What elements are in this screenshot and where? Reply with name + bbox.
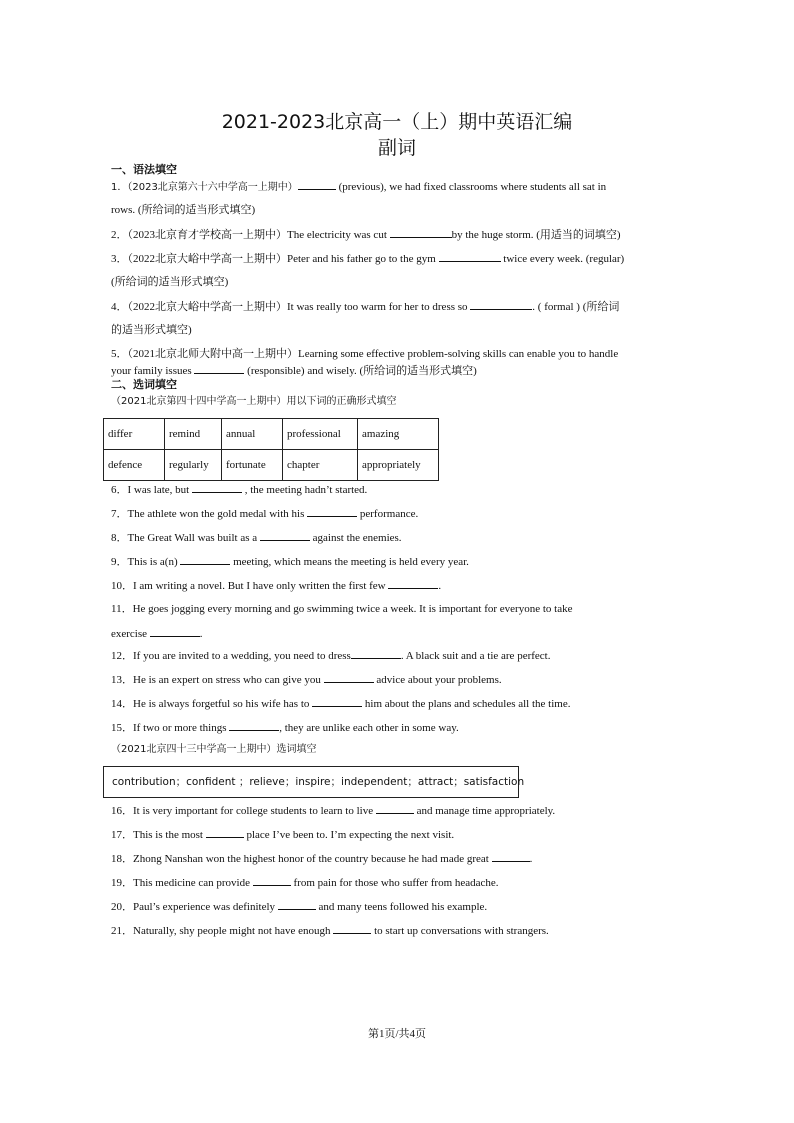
- page-number: 第1页/共4页: [367, 1028, 427, 1040]
- question-text: exercise: [111, 628, 150, 640]
- question-10: [111, 578, 441, 593]
- section-heading-grammar: 一、语法填空: [111, 163, 177, 176]
- answer-blank: [388, 578, 438, 589]
- answer-blank: [229, 720, 279, 731]
- question-14: [111, 696, 570, 711]
- section-intro-1: （2021北京第四十四中学高一上期中）用以下词的正确形式填空: [111, 396, 397, 407]
- question-4-line-1: [111, 299, 619, 314]
- question-text: 6．I was late, but: [111, 484, 192, 496]
- answer-blank: [351, 648, 401, 659]
- question-text: (previous), we had fixed classrooms where students all sat in: [335, 181, 607, 193]
- answer-blank: [312, 696, 362, 707]
- question-text: 18．Zhong Nanshan won the highest honor of the country because he had made great: [111, 853, 492, 865]
- question-text: .: [438, 580, 442, 592]
- question-19: [111, 875, 499, 890]
- question-text: 3．（2022北京大峪中学高一上期中）Peter and his father go to the gym: [111, 253, 439, 265]
- table-cell: fortunate: [222, 450, 283, 481]
- question-12: [111, 648, 550, 663]
- question-5-line-2: [111, 363, 477, 378]
- question-9: [111, 554, 469, 569]
- answer-blank: [206, 827, 244, 838]
- question-17: [111, 827, 454, 842]
- answer-blank: [298, 179, 336, 190]
- question-text: by the huge storm. (用适当的词填空): [451, 229, 621, 241]
- answer-blank: [194, 363, 244, 374]
- question-15: [111, 720, 459, 735]
- question-1-line-2: rows. (所给词的适当形式填空): [111, 204, 256, 216]
- question-1-line-1: [111, 179, 606, 195]
- question-text: 12．If you are invited to a wedding, you need to dress: [111, 650, 351, 662]
- question-text: 4．（2022北京大峪中学高一上期中）It was really too warm for her to dress so: [111, 301, 471, 313]
- question-text: 8．The Great Wall was built as a: [111, 532, 260, 544]
- question-text: 15．If two or more things: [111, 722, 230, 734]
- question-text: , they are unlike each other in some way.: [279, 722, 459, 734]
- question-text: performance.: [357, 508, 419, 520]
- table-row: [104, 450, 439, 481]
- word-bank-box: contribution；confident ；relieve；inspire；independent；attract；satisfaction: [103, 766, 519, 798]
- question-text: . ( formal ) (所给词: [532, 301, 620, 313]
- table-cell: differ: [104, 419, 165, 450]
- answer-blank: [333, 923, 371, 934]
- word-bank-table: [103, 418, 439, 481]
- question-2: [111, 227, 621, 242]
- question-text: and many teens followed his example.: [315, 901, 488, 913]
- question-20: [111, 899, 487, 914]
- answer-blank: [439, 251, 501, 262]
- question-text: 20．Paul’s experience was definitely: [111, 901, 278, 913]
- question-11-line-1: 11．He goes jogging every morning and go swimming twice a week. It is important for everyone to take: [111, 603, 573, 615]
- answer-blank: [307, 506, 357, 517]
- question-text: 21．Naturally, shy people might not have enough: [111, 925, 334, 937]
- question-text: your family issues: [111, 365, 195, 377]
- question-3-line-1: [111, 251, 624, 266]
- question-8: [111, 530, 402, 545]
- answer-blank: [192, 482, 242, 493]
- question-text: 17．This is the most: [111, 829, 206, 841]
- answer-blank: [260, 530, 310, 541]
- question-text: 1．（2023北京第六十六中学高一上期中）: [111, 182, 298, 193]
- table-cell: appropriately: [358, 450, 439, 481]
- question-text: 9．This is a(n): [111, 556, 181, 568]
- table-cell: defence: [104, 450, 165, 481]
- table-cell: amazing: [358, 419, 439, 450]
- question-text: twice every week. (regular): [500, 253, 625, 265]
- question-3-line-2: (所给词的适当形式填空): [111, 276, 229, 288]
- table-cell: regularly: [165, 450, 222, 481]
- question-11-line-2: [111, 626, 203, 641]
- question-text: (responsible) and wisely. (所给词的适当形式填空): [244, 365, 477, 377]
- table-cell: annual: [222, 419, 283, 450]
- answer-blank: [376, 803, 414, 814]
- question-text: 2．（2023北京育才学校高一上期中）The electricity was cut: [111, 229, 390, 241]
- question-7: [111, 506, 418, 521]
- question-5-line-1: 5．（2021北京北师大附中高一上期中）Learning some effective problem-solving skills can enable you to handle: [111, 348, 619, 360]
- question-text: against the enemies.: [309, 532, 402, 544]
- question-text: 14．He is always forgetful so his wife has to: [111, 698, 313, 710]
- question-text: 10．I am writing a novel. But I have only written the first few: [111, 580, 389, 592]
- question-text: advice about your problems.: [373, 674, 502, 686]
- question-text: meeting, which means the meeting is held every year.: [230, 556, 469, 568]
- table-cell: remind: [165, 419, 222, 450]
- answer-blank: [492, 851, 530, 862]
- question-text: to start up conversations with strangers.: [371, 925, 549, 937]
- question-6: [111, 482, 367, 497]
- question-text: 16．It is very important for college students to learn to live: [111, 805, 376, 817]
- question-text: .: [199, 628, 203, 640]
- answer-blank: [253, 875, 291, 886]
- question-text: . A black suit and a tie are perfect.: [400, 650, 551, 662]
- section-intro-2: （2021北京四十三中学高一上期中）选词填空: [111, 744, 317, 755]
- table-row: [104, 419, 439, 450]
- section-heading-word-choice: 二、选词填空: [111, 378, 177, 391]
- question-text: him about the plans and schedules all the time.: [362, 698, 571, 710]
- question-21: [111, 923, 549, 938]
- answer-blank: [180, 554, 230, 565]
- document-subtitle: 副词: [377, 137, 416, 159]
- question-18: [111, 851, 532, 866]
- question-text: .: [529, 853, 533, 865]
- answer-blank: [324, 672, 374, 683]
- question-text: and manage time appropriately.: [413, 805, 556, 817]
- document-title: 2021-2023北京高一（上）期中英语汇编: [221, 111, 573, 133]
- question-text: from pain for those who suffer from headache.: [290, 877, 499, 889]
- question-13: [111, 672, 502, 687]
- question-text: 7．The athlete won the gold medal with his: [111, 508, 308, 520]
- question-text: , the meeting hadn’t started.: [241, 484, 368, 496]
- table-cell: chapter: [283, 450, 358, 481]
- question-text: place I’ve been to. I’m expecting the next visit.: [243, 829, 455, 841]
- question-16: [111, 803, 555, 818]
- question-text: 13．He is an expert on stress who can give you: [111, 674, 324, 686]
- answer-blank: [150, 626, 200, 637]
- question-4-line-2: 的适当形式填空): [111, 324, 192, 336]
- answer-blank: [390, 227, 452, 238]
- question-text: 19．This medicine can provide: [111, 877, 253, 889]
- answer-blank: [278, 899, 316, 910]
- answer-blank: [470, 299, 532, 310]
- table-cell: professional: [283, 419, 358, 450]
